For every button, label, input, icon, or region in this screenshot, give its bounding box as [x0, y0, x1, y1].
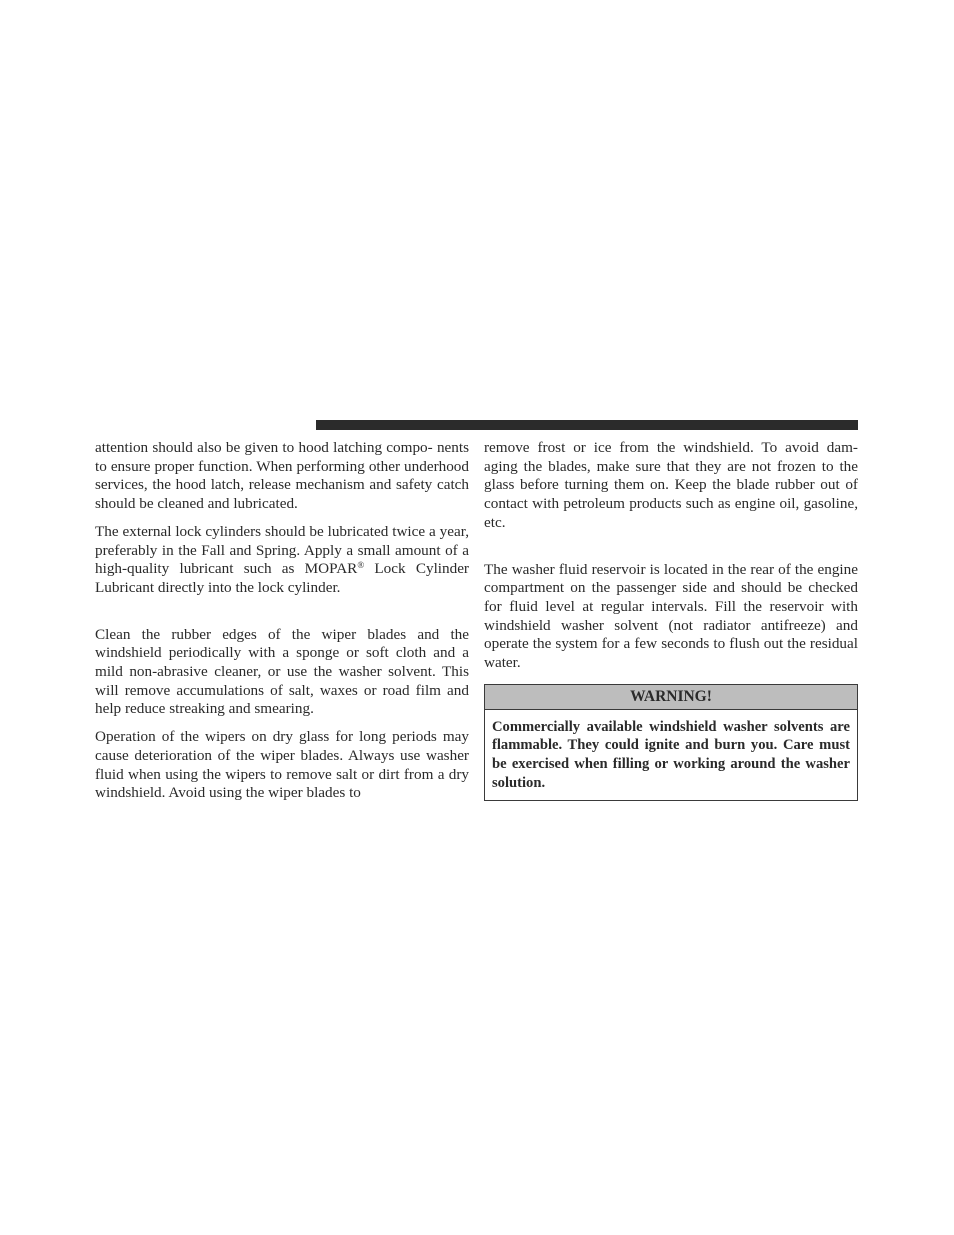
lock-cylinder-text-a: The external lock cylinders should be lubricated twice a year, preferably in the Fall and Spring. Apply a small amount of a high-quality lubricant such as MOPAR	[95, 522, 469, 578]
wiper-frost-paragraph: remove frost or ice from the windshield. To avoid dam- aging the blades, make sure that they are not frozen to the glass before turning them on. Keep the blade rubber out of contact with petroleum products such as engine oil, gasoline, etc.	[484, 439, 858, 531]
registered-mark: ®	[357, 560, 365, 571]
warning-title: WARNING!	[485, 685, 857, 710]
left-column	[95, 439, 469, 803]
lock-cylinder-text-b: Lock Cylinder Lubricant directly into the lock cylinder.	[95, 560, 469, 596]
hood-latch-paragraph: attention should also be given to hood latching compo- nents to ensure proper function. When performing other underhood services, the hood latch, release mechanism and safety catch should be cleaned and lubricated.	[95, 439, 469, 513]
washer-reservoir-paragraph: The washer fluid reservoir is located in the rear of the engine compartment on the passenger side and should be checked for fluid level at regular intervals. Fill the reservoir with windshield washer solvent (not radiator antifreeze) and operate the system for a few seconds to flush out the residual water.	[484, 560, 858, 672]
wiper-cleaning-paragraph: Clean the rubber edges of the wiper blades and the windshield periodically with a sponge or soft cloth and a mild non-abrasive cleaner, or use the washer solvent. This will remove accumulations of salt, waxes or road film and help reduce streaking and smearing.	[95, 625, 469, 718]
header-rule	[316, 420, 858, 430]
warning-text: Commercially available windshield washer solvents are flammable. They could ignite and burn you. Care must be exercised when filling or working around the washer solution.	[492, 718, 850, 791]
warning-box	[484, 684, 858, 801]
lock-cylinder-paragraph	[95, 523, 469, 598]
right-column	[484, 439, 858, 801]
wiper-operation-paragraph: Operation of the wipers on dry glass for long periods may cause deterioration of the wiper blades. Always use washer fluid when using the wipers to remove salt or dirt from a dry windshield. Avoid using the wiper blades to	[95, 728, 469, 802]
